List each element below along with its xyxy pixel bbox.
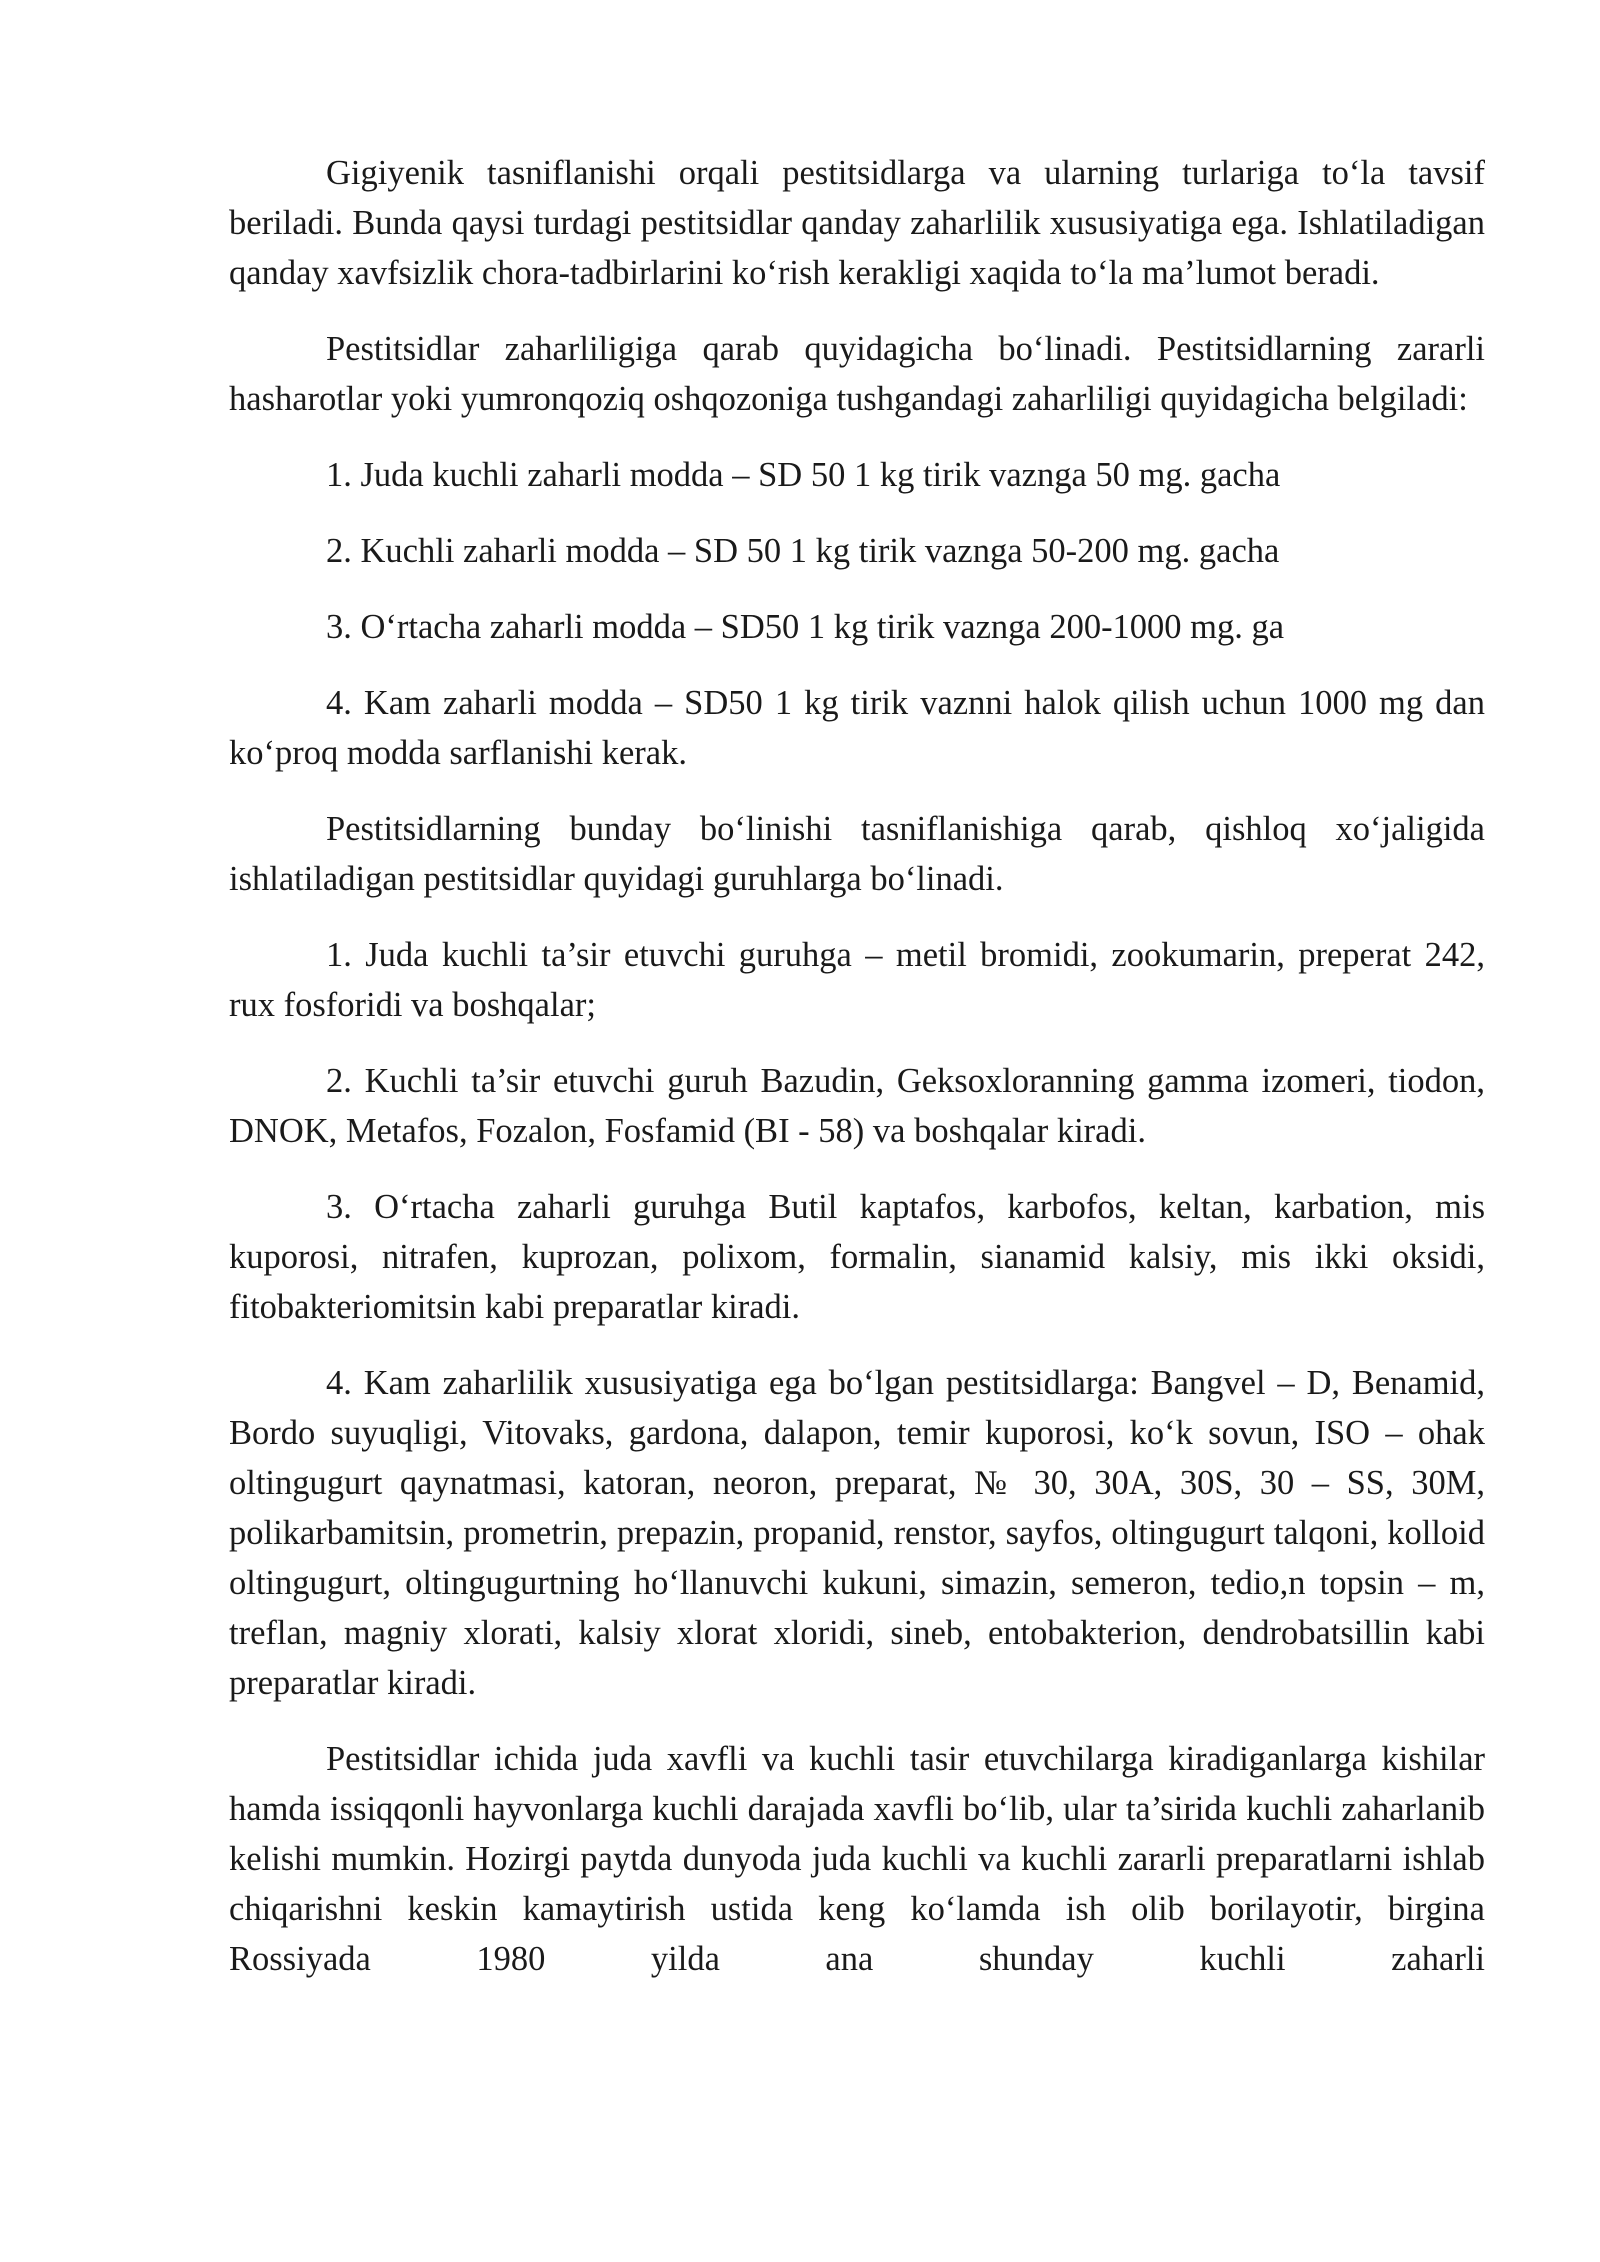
list-item-group-1: 1. Juda kuchli ta’sir etuvchi guruhga – metil bromidi, zookumarin, preperat 242, rux fosforidi va boshqalar; <box>229 936 1485 1024</box>
paragraph-dangerous-pesticides: Pestitsidlar ichida juda xavfli va kuchli tasir etuvchilarga kiradiganlarga kishilar hamda issiqqonli hayvonlarga kuchli darajada xavfli bo‘lib, ular ta’sirida kuchli zaharlanib kelishi mumkin. Hozirgi paytda dunyoda juda kuchli va kuchli zararli preparatlarni ishlab chiqarishni keskin kamaytirish ustida keng ko‘lamda ish olib borilayotir, birgina Rossiyada 1980 yilda ana shunday kuchli zaharli <box>229 1740 1485 1978</box>
paragraph-toxicity-division: Pestitsidlar zaharliligiga qarab quyidagicha bo‘linadi. Pestitsidlarning zararli hasharotlar yoki yumronqoziq oshqozoniga tushgandagi zaharliligi quyidagicha belgiladi: <box>229 330 1485 418</box>
list-item-group-4: 4. Kam zaharlilik xususiyatiga ega bo‘lgan pestitsidlarga: Bangvel – D, Benamid, Bordo suyuqligi, Vitovaks, gardona, dalapon, temir kuporosi, ko‘k sovun, ISO – ohak oltingugurt qaynatmasi, katoran, neoron, preparat, № 30, 30A, 30S, 30 – SS, 30M, polikarbamitsin, prometrin, prepazin, propanid, renstor, sayfos, oltingugurt talqoni, kolloid oltingugurt, oltingugurtning ho‘llanuvchi kukuni, simazin, semeron, tedio,n topsin – m, treflan, magniy xlorati, kalsiy xlorat xloridi, sineb, entobakterion, dendrobatsillin kabi preparatlar kiradi. <box>229 1364 1485 1702</box>
list-item-group-2: 2. Kuchli ta’sir etuvchi guruh Bazudin, Geksoxloranning gamma izomeri, tiodon, DNOK, Metafos, Fozalon, Fosfamid (BI - 58) va boshqalar kiradi. <box>229 1062 1485 1150</box>
paragraph-group-division: Pestitsidlarning bunday bo‘linishi tasniflanishiga qarab, qishloq xo‘jaligida ishlatiladigan pestitsidlar quyidagi guruhlarga bo‘linadi. <box>229 810 1485 898</box>
list-item-toxicity-4: 4. Kam zaharli modda – SD50 1 kg tirik vaznni halok qilish uchun 1000 mg dan ko‘proq modda sarflanishi kerak. <box>229 684 1485 772</box>
list-item-toxicity-1: 1. Juda kuchli zaharli modda – SD 50 1 kg tirik vaznga 50 mg. gacha <box>326 456 1281 494</box>
document-page <box>229 148 1485 1984</box>
list-item-toxicity-3: 3. O‘rtacha zaharli modda – SD50 1 kg tirik vaznga 200-1000 mg. ga <box>326 608 1285 646</box>
list-item-toxicity-2: 2. Kuchli zaharli modda – SD 50 1 kg tirik vaznga 50-200 mg. gacha <box>326 532 1280 570</box>
list-item-group-3: 3. O‘rtacha zaharli guruhga Butil kaptafos, karbofos, keltan, karbation, mis kuporosi, nitrafen, kuprozan, polixom, formalin, sianamid kalsiy, mis ikki oksidi, fitobakteriomitsin kabi preparatlar kiradi. <box>229 1188 1485 1326</box>
paragraph-hygienic-classification: Gigiyenik tasniflanishi orqali pestitsidlarga va ularning turlariga to‘la tavsif beriladi. Bunda qaysi turdagi pestitsidlar qanday zaharlilik xususiyatiga ega. Ishlatiladigan qanday xavfsizlik chora-tadbirlarini ko‘rish kerakligi xaqida to‘la ma’lumot beradi. <box>229 154 1485 292</box>
